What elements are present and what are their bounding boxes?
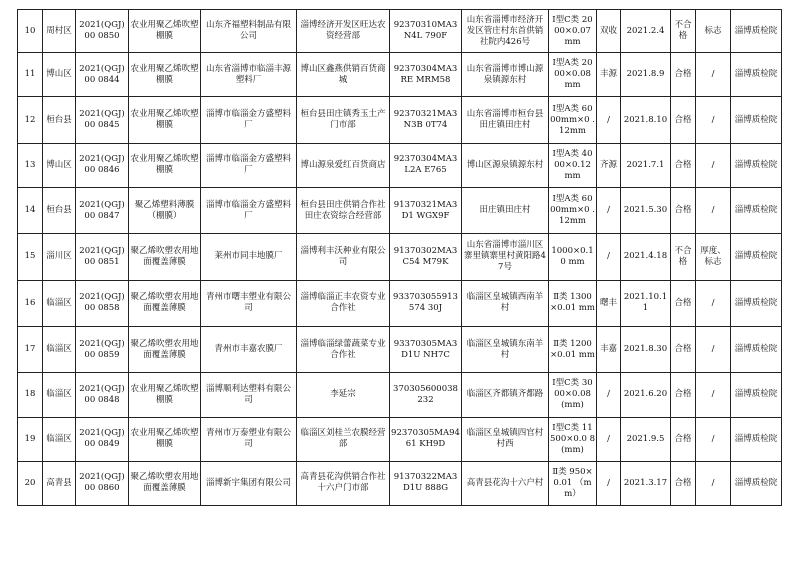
district-cell: 桓台县 — [43, 187, 76, 233]
manufacturer-cell: 山东齐福塑料制品有限公司 — [201, 10, 297, 53]
seller-cell: 淄博临淄正丰农资专业合作社 — [297, 280, 390, 326]
sample-code-cell: 2021(QGJ)00 0849 — [76, 417, 129, 461]
table-row — [18, 326, 782, 372]
credit-code-cell: 91370321MA3D1 WGX9F — [390, 187, 462, 233]
product-name-cell: 聚乙烯吹塑农用地面覆盖薄膜 — [129, 326, 201, 372]
testing-agency-cell: 淄博质检院 — [731, 417, 782, 461]
specification-cell: 1000×0.10 mm — [549, 234, 597, 280]
district-cell: 临淄区 — [43, 417, 76, 461]
failed-item-cell: / — [696, 187, 731, 233]
seller-cell: 桓台县田庄供销合作社田庄农资综合经营部 — [297, 187, 390, 233]
table-row — [18, 10, 782, 53]
sample-code-cell: 2021(QGJ)00 0851 — [76, 234, 129, 280]
result-cell: 合格 — [671, 326, 696, 372]
sample-code-cell: 2021(QGJ)00 0860 — [76, 461, 129, 505]
seller-cell: 李延宗 — [297, 373, 390, 417]
testing-agency-cell: 淄博质检院 — [731, 187, 782, 233]
testing-agency-cell: 淄博质检院 — [731, 10, 782, 53]
seller-address-cell: 田庄镇田庄村 — [462, 187, 549, 233]
product-name-cell: 农业用聚乙烯吹塑棚膜 — [129, 373, 201, 417]
production-date-cell: 2021.9.5 — [621, 417, 671, 461]
product-name-cell: 聚乙烯塑料薄膜（棚膜） — [129, 187, 201, 233]
seller-cell: 高青县花沟供销合作社十六户门市部 — [297, 461, 390, 505]
failed-item-cell: / — [696, 53, 731, 97]
table-row — [18, 97, 782, 143]
production-date-cell: 2021.8.9 — [621, 53, 671, 97]
district-cell: 临淄区 — [43, 326, 76, 372]
brand-cell: / — [597, 461, 621, 505]
brand-cell: / — [597, 97, 621, 143]
specification-cell: Ⅰ型A类 6000mm×0 .12mm — [549, 187, 597, 233]
district-cell: 临淄区 — [43, 280, 76, 326]
brand-cell: 双收 — [597, 10, 621, 53]
manufacturer-cell: 淄博市临淄金方盛塑料厂 — [201, 187, 297, 233]
manufacturer-cell: 山东省淄博市临淄丰源塑料厂 — [201, 53, 297, 97]
product-name-cell: 农业用聚乙烯吹塑棚膜 — [129, 143, 201, 187]
sample-code-cell: 2021(QGJ)00 0844 — [76, 53, 129, 97]
table-row — [18, 373, 782, 417]
seller-address-cell: 山东省淄博市博山源泉镇源东村 — [462, 53, 549, 97]
product-name-cell: 农业用聚乙烯吹塑棚膜 — [129, 417, 201, 461]
result-cell: 不合格 — [671, 234, 696, 280]
specification-cell: Ⅰ型C类 2000×0.07 mm — [549, 10, 597, 53]
district-cell: 高青县 — [43, 461, 76, 505]
failed-item-cell: 厚度、标志 — [696, 234, 731, 280]
table-row — [18, 234, 782, 280]
failed-item-cell: / — [696, 143, 731, 187]
result-cell: 合格 — [671, 53, 696, 97]
sample-code-cell: 2021(QGJ)00 0847 — [76, 187, 129, 233]
product-name-cell: 聚乙烯吹塑农用地面覆盖薄膜 — [129, 234, 201, 280]
seller-cell: 淄博利丰沃种业有限公司 — [297, 234, 390, 280]
specification-cell: Ⅰ型C类 11500×0.0 8(mm) — [549, 417, 597, 461]
manufacturer-cell: 青州市万泰塑业有限公司 — [201, 417, 297, 461]
sample-code-cell: 2021(QGJ)00 0859 — [76, 326, 129, 372]
row-number: 12 — [18, 97, 43, 143]
seller-cell: 博山源泉爱红百货商店 — [297, 143, 390, 187]
brand-cell: 曙丰 — [597, 280, 621, 326]
row-number: 19 — [18, 417, 43, 461]
row-number: 13 — [18, 143, 43, 187]
manufacturer-cell: 莱州市同丰地膜厂 — [201, 234, 297, 280]
credit-code-cell: 92370304MA3RE MRM58 — [390, 53, 462, 97]
manufacturer-cell: 淄博市临淄金方盛塑料厂 — [201, 143, 297, 187]
specification-cell: Ⅰ型A类 6000mm×0 .12mm — [549, 97, 597, 143]
district-cell: 博山区 — [43, 143, 76, 187]
brand-cell: / — [597, 417, 621, 461]
testing-agency-cell: 淄博质检院 — [731, 461, 782, 505]
testing-agency-cell: 淄博质检院 — [731, 143, 782, 187]
credit-code-cell: 370305600038232 — [390, 373, 462, 417]
credit-code-cell: 93370305MA3D1U NH7C — [390, 326, 462, 372]
seller-cell: 临淄区刘桂兰农膜经营部 — [297, 417, 390, 461]
row-number: 17 — [18, 326, 43, 372]
manufacturer-cell: 淄博市临淄金方盛塑料厂 — [201, 97, 297, 143]
row-number: 16 — [18, 280, 43, 326]
production-date-cell: 2021.10.1 1 — [621, 280, 671, 326]
brand-cell: / — [597, 187, 621, 233]
table-row — [18, 461, 782, 505]
brand-cell: 丰源 — [597, 53, 621, 97]
specification-cell: Ⅰ型A类 2000×0.08 mm — [549, 53, 597, 97]
failed-item-cell: / — [696, 461, 731, 505]
product-name-cell: 聚乙烯吹塑农用地面覆盖薄膜 — [129, 461, 201, 505]
failed-item-cell: / — [696, 280, 731, 326]
credit-code-cell: 92370304MA3L2A E765 — [390, 143, 462, 187]
result-cell: 合格 — [671, 280, 696, 326]
testing-agency-cell: 淄博质检院 — [731, 373, 782, 417]
result-cell: 不合格 — [671, 10, 696, 53]
seller-cell: 桓台县田庄镇秀玉土产门市部 — [297, 97, 390, 143]
testing-agency-cell: 淄博质检院 — [731, 326, 782, 372]
specification-cell: Ⅱ类 1200×0.01 mm — [549, 326, 597, 372]
district-cell: 桓台县 — [43, 97, 76, 143]
failed-item-cell: / — [696, 373, 731, 417]
row-number: 14 — [18, 187, 43, 233]
result-cell: 合格 — [671, 373, 696, 417]
sample-code-cell: 2021(QGJ)00 0846 — [76, 143, 129, 187]
production-date-cell: 2021.4.18 — [621, 234, 671, 280]
result-cell: 合格 — [671, 143, 696, 187]
credit-code-cell: 91370302MA3C54 M79K — [390, 234, 462, 280]
seller-address-cell: 临淄区齐都镇齐都路 — [462, 373, 549, 417]
seller-address-cell: 临淄区皇城镇四官村村西 — [462, 417, 549, 461]
seller-address-cell: 临淄区皇城镇西南羊村 — [462, 280, 549, 326]
seller-address-cell: 山东省淄博市桓台县田庄镇田庄村 — [462, 97, 549, 143]
row-number: 11 — [18, 53, 43, 97]
specification-cell: Ⅰ型A类 4000×0.12 mm — [549, 143, 597, 187]
product-name-cell: 农业用聚乙烯吹塑棚膜 — [129, 10, 201, 53]
sample-code-cell: 2021(QGJ)00 0845 — [76, 97, 129, 143]
seller-cell: 博山区鑫燕供销百货商城 — [297, 53, 390, 97]
table-row — [18, 187, 782, 233]
seller-address-cell: 山东省淄博市淄川区寨里镇寨里村黄阳路47号 — [462, 234, 549, 280]
testing-agency-cell: 淄博质检院 — [731, 97, 782, 143]
table-row — [18, 143, 782, 187]
sample-code-cell: 2021(QGJ)00 0850 — [76, 10, 129, 53]
district-cell: 博山区 — [43, 53, 76, 97]
result-cell: 合格 — [671, 417, 696, 461]
district-cell: 淄川区 — [43, 234, 76, 280]
production-date-cell: 2021.8.10 — [621, 97, 671, 143]
manufacturer-cell: 淄博顺利达塑料有限公司 — [201, 373, 297, 417]
testing-agency-cell: 淄博质检院 — [731, 53, 782, 97]
credit-code-cell: 92370321MA3N3B 0T74 — [390, 97, 462, 143]
result-cell: 合格 — [671, 187, 696, 233]
row-number: 18 — [18, 373, 43, 417]
district-cell: 临淄区 — [43, 373, 76, 417]
testing-agency-cell: 淄博质检院 — [731, 234, 782, 280]
sample-code-cell: 2021(QGJ)00 0848 — [76, 373, 129, 417]
failed-item-cell: / — [696, 97, 731, 143]
production-date-cell: 2021.2.4 — [621, 10, 671, 53]
district-cell: 周村区 — [43, 10, 76, 53]
seller-cell: 淄博经济开发区旺达农资经营部 — [297, 10, 390, 53]
result-cell: 合格 — [671, 461, 696, 505]
credit-code-cell: 92370305MA9461 KH9D — [390, 417, 462, 461]
row-number: 20 — [18, 461, 43, 505]
credit-code-cell: 91370322MA3D1U 888G — [390, 461, 462, 505]
failed-item-cell: / — [696, 417, 731, 461]
production-date-cell: 2021.5.30 — [621, 187, 671, 233]
production-date-cell: 2021.6.20 — [621, 373, 671, 417]
production-date-cell: 2021.7.1 — [621, 143, 671, 187]
specification-cell: Ⅱ类 950×0.01 （mm） — [549, 461, 597, 505]
credit-code-cell: 933703055913574 30J — [390, 280, 462, 326]
brand-cell: / — [597, 373, 621, 417]
manufacturer-cell: 淄博新宇集团有限公司 — [201, 461, 297, 505]
credit-code-cell: 92370310MA3N4L 790F — [390, 10, 462, 53]
failed-item-cell: 标志 — [696, 10, 731, 53]
testing-agency-cell: 淄博质检院 — [731, 280, 782, 326]
brand-cell: 齐源 — [597, 143, 621, 187]
manufacturer-cell: 青州市曙丰塑业有限公司 — [201, 280, 297, 326]
sample-code-cell: 2021(QGJ)00 0858 — [76, 280, 129, 326]
table-row — [18, 417, 782, 461]
inspection-results-table — [17, 9, 782, 506]
brand-cell: 丰嘉 — [597, 326, 621, 372]
row-number: 15 — [18, 234, 43, 280]
product-name-cell: 聚乙烯吹塑农用地面覆盖薄膜 — [129, 280, 201, 326]
table-row — [18, 53, 782, 97]
seller-address-cell: 博山区源泉镇源东村 — [462, 143, 549, 187]
product-name-cell: 农业用聚乙烯吹塑棚膜 — [129, 97, 201, 143]
seller-cell: 淄博临淄绿蕾蔬菜专业合作社 — [297, 326, 390, 372]
specification-cell: Ⅱ类 1300×0.01 mm — [549, 280, 597, 326]
seller-address-cell: 高青县花沟十六户村 — [462, 461, 549, 505]
seller-address-cell: 临淄区皇城镇东南羊村 — [462, 326, 549, 372]
failed-item-cell: / — [696, 326, 731, 372]
specification-cell: Ⅰ型C类 3000×0.08 (mm) — [549, 373, 597, 417]
brand-cell: / — [597, 234, 621, 280]
production-date-cell: 2021.8.30 — [621, 326, 671, 372]
table-row — [18, 280, 782, 326]
row-number: 10 — [18, 10, 43, 53]
manufacturer-cell: 青州市丰嘉农膜厂 — [201, 326, 297, 372]
seller-address-cell: 山东省淄博市经济开发区管庄村东首供销社院内426号 — [462, 10, 549, 53]
result-cell: 合格 — [671, 97, 696, 143]
production-date-cell: 2021.3.17 — [621, 461, 671, 505]
product-name-cell: 农业用聚乙烯吹塑棚膜 — [129, 53, 201, 97]
